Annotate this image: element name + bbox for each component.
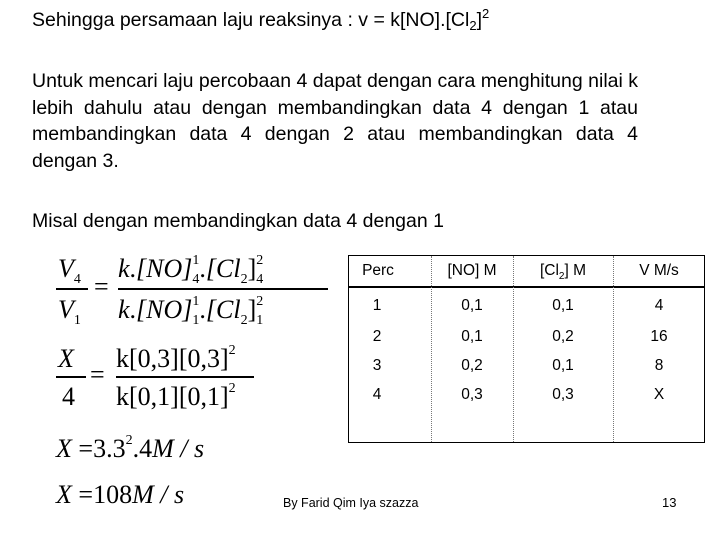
footer-author: By Farid Qim Iya szazza (283, 496, 419, 510)
equation-result: X =108M / s (56, 480, 185, 509)
x-symbol: X (56, 480, 72, 509)
page-number: 13 (662, 495, 677, 510)
equation-calculation: $X =3.3^2.4M / s$ (56, 433, 205, 463)
explanation-paragraph: Untuk mencari laju percobaan 4 dapat dengan cara menghitung nilai k lebih dahulu atau dengan membandingkan data 4 dengan 1 atau membandingkan data 4 dengan 2 atau membandingkan data 4 dengan 3. (32, 70, 638, 172)
rhs-fraction: $k.[NO]_4^1.[Cl_2]_4^2$ $k.[NO]_1^1.[Cl_2]_1^2$ (118, 250, 328, 335)
table-cell: 0,2 (552, 328, 574, 345)
table-cell: 0,1 (461, 297, 483, 314)
table-cell: 0,1 (461, 328, 483, 345)
fraction-bar (118, 288, 328, 290)
header-cell-v: V M/s (639, 262, 679, 279)
column-divider (431, 256, 432, 442)
lhs-fraction: $V_4$ $V_1$ (56, 250, 88, 335)
equation-substitution (56, 340, 266, 420)
fraction-bar (56, 376, 86, 378)
heading-bracket: ] (476, 9, 482, 31)
heading-subscript: 2 (469, 18, 477, 33)
table-cell: 1 (372, 297, 382, 314)
fraction-bar (56, 288, 88, 290)
equation-ratio (56, 250, 336, 335)
table-cell: 0,1 (552, 357, 574, 374)
lhs-fraction: X 4 (56, 340, 86, 420)
fraction-bar (116, 376, 254, 378)
v-symbol: V (58, 254, 74, 283)
equals-sign: = (94, 272, 109, 301)
table-cell: 0,3 (461, 386, 483, 403)
table-cell: X (653, 386, 665, 403)
table-cell: 8 (654, 357, 664, 374)
table-cell: 2 (372, 328, 382, 345)
heading-superscript: 2 (482, 6, 490, 21)
header-cell-no: [NO] M (447, 262, 497, 279)
table-cell: 0,1 (552, 297, 574, 314)
column-divider (613, 256, 614, 442)
header-cell-cl2: $[Cl_2]$ M (539, 262, 587, 283)
rhs-fraction: $k[0,3][0,3]^2$ $k[0,1][0,1]^2$ (116, 340, 254, 420)
table-cell: 0,3 (552, 386, 574, 403)
heading-rate-equation (32, 6, 489, 33)
data-table (348, 255, 705, 443)
table-cell: 4 (654, 297, 664, 314)
example-intro: Misal dengan membandingkan data 4 dengan 1 (32, 210, 444, 232)
column-divider (513, 256, 514, 442)
equals-sign: = (90, 360, 105, 389)
table-cell: 16 (650, 328, 668, 345)
x-symbol: X (56, 434, 72, 463)
table-cell: 0,2 (461, 357, 483, 374)
v-symbol: V (58, 295, 74, 324)
heading-text: Sehingga persamaan laju reaksinya : v = k[NO].[Cl (32, 9, 470, 31)
header-cell-perc: Perc (362, 262, 394, 279)
x-symbol: X (58, 344, 74, 373)
table-cell: 4 (372, 386, 382, 403)
table-cell: 3 (372, 357, 382, 374)
